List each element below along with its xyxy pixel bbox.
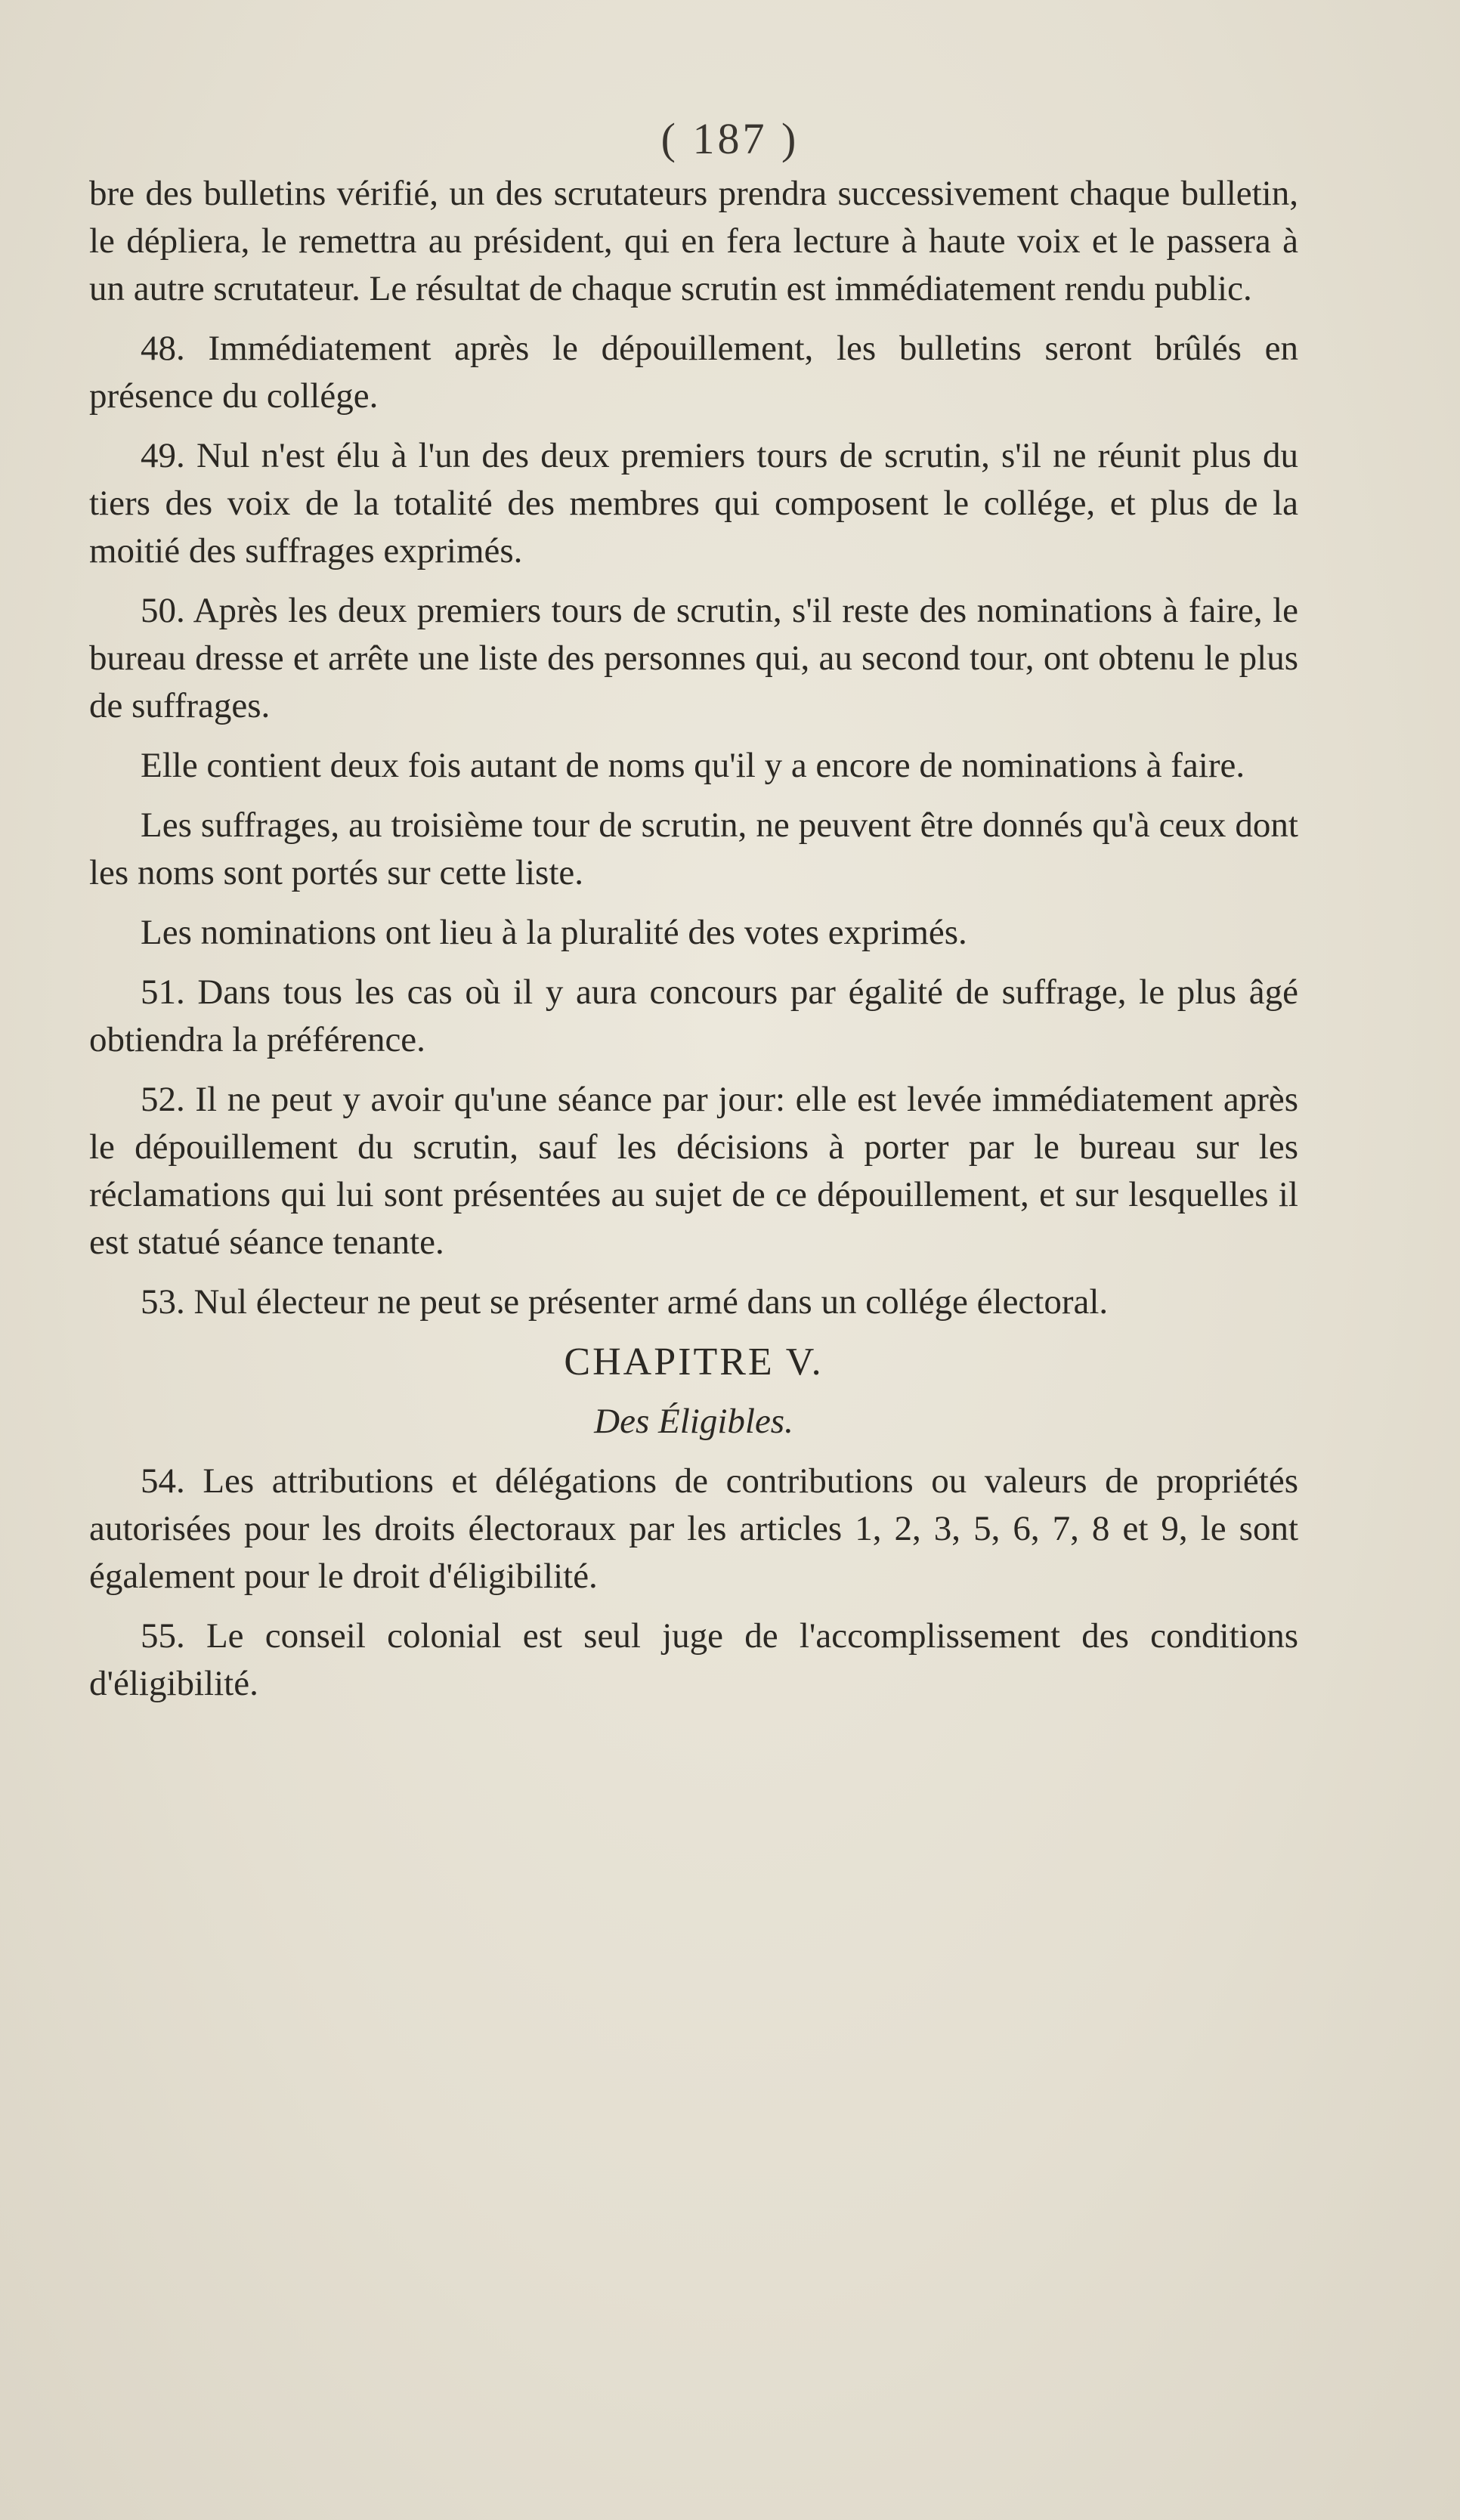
chapter-subtitle: Des Éligibles. [594,1402,793,1441]
chapter-heading: CHAPITRE V. [564,1340,824,1384]
paragraph-continued: bre des bulletins vérifié, un des scrutateurs prendra successivement chaque bulletin, le dépliera, le remettra au président, qui en fera lecture à haute voix et le passera à un autre scrutateur. Le résultat de chaque scrutin est immédiatement rendu public. [89,174,1298,308]
paragraph-article-48: 48. Immédiatement après le dépouillement, les bulletins seront brûlés en présence du collége. [89,329,1298,416]
body-text [89,170,1298,1720]
paragraph-article-49: 49. Nul n'est élu à l'un des deux premiers tours de scrutin, s'il ne réunit plus du tiers des voix de la totalité des membres qui composent le collége, et plus de la moitié des suffrages exprimés. [89,436,1298,570]
paragraph-article-54: 54. Les attributions et délégations de contributions ou valeurs de propriétés autorisées pour les droits électoraux par les articles 1, 2, 3, 5, 6, 7, 8 et 9, le sont également pour le droit d'éligibilité. [89,1461,1298,1596]
paragraph-article-50: 50. Après les deux premiers tours de scrutin, s'il reste des nominations à faire, le bureau dresse et arrête une liste des personnes qui, au second tour, ont obtenu le plus de suffrages. [89,591,1298,725]
paragraph-article-50-list: Elle contient deux fois autant de noms qu'il y a encore de nominations à faire. [141,746,1245,785]
paragraph-article-55: 55. Le conseil colonial est seul juge de l'accomplissement des conditions d'éligibilité. [89,1616,1298,1703]
paragraph-article-51: 51. Dans tous les cas où il y aura concours par égalité de suffrage, le plus âgé obtiendra la préférence. [89,972,1298,1059]
paragraph-article-50-plurality: Les nominations ont lieu à la pluralité des votes exprimés. [141,913,967,952]
paragraph-article-53: 53. Nul électeur ne peut se présenter armé dans un collége électoral. [141,1282,1109,1322]
page-number: ( 187 ) [660,114,800,163]
paragraph-article-52: 52. Il ne peut y avoir qu'une séance par jour: elle est levée immédiatement après le dépouillement du scrutin, sauf les décisions à porter par le bureau sur les réclamations qui lui sont présentées au sujet de ce dépouillement, et sur lesquelles il est statué séance tenante. [89,1080,1298,1262]
paragraph-article-50-third-round: Les suffrages, au troisième tour de scrutin, ne peuvent être donnés qu'à ceux dont les noms sont portés sur cette liste. [89,805,1298,892]
